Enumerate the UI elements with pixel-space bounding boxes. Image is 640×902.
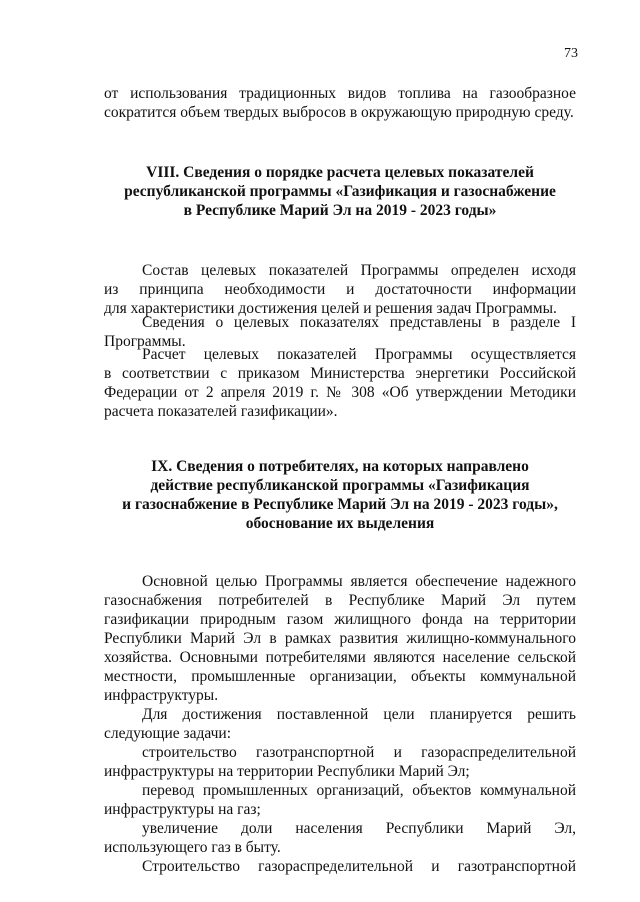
- text-line: Основной целью Программы является обеспечение надежного: [142, 573, 576, 590]
- section-8-paragraph-3: [104, 345, 576, 421]
- text-line: газификации природным газом жилищного фонда на территории: [104, 611, 576, 628]
- heading-line: IX. Сведения о потребителях, на которых направлено: [151, 458, 529, 475]
- text-line: газоснабжения потребителей в Республике Марий Эл путем: [104, 592, 576, 609]
- page-number: 73: [564, 46, 578, 61]
- section-9-paragraph-2: [104, 705, 576, 743]
- text-line: Расчет целевых показателей Программы осуществляется: [142, 346, 576, 363]
- text-line: хозяйства. Основными потребителями являются население сельской: [104, 649, 576, 666]
- text-line: от использования традиционных видов топлива на газообразное: [104, 85, 576, 102]
- task-item-1: [104, 743, 576, 781]
- text-line: Федерации от 2 апреля 2019 г. № 308 «Об утверждении Методики: [104, 384, 576, 401]
- section-8-heading: [80, 163, 600, 220]
- section-9-paragraph-1: [104, 572, 576, 705]
- task-item-2: [104, 781, 576, 819]
- text-line: Строительство газораспределительной и газотранспортной: [142, 858, 576, 875]
- text-line: в соответствии с приказом Министерства энергетики Российской: [104, 365, 576, 382]
- heading-line: республиканской программы «Газификация и газоснабжение: [124, 183, 556, 200]
- section-9-heading: [80, 457, 600, 533]
- text-line: строительство газотранспортной и газораспределительной: [142, 744, 576, 761]
- heading-line: VIII. Сведения о порядке расчета целевых показателей: [146, 164, 534, 181]
- text-line: инфраструктуры.: [104, 687, 219, 704]
- section-9-paragraph-3: [104, 857, 576, 876]
- text-line: из принципа необходимости и достаточности информации: [104, 281, 576, 298]
- text-line: увеличение доли населения Республики Марий Эл,: [142, 820, 576, 837]
- text-line: Республики Марий Эл в рамках развития жилищно-коммунального: [104, 630, 576, 647]
- text-line: перевод промышленных организаций, объектов коммунальной: [142, 782, 576, 799]
- task-item-3: [104, 819, 576, 857]
- heading-line: и газоснабжение в Республике Марий Эл на 2019 - 2023 годы»,: [122, 496, 558, 513]
- text-line: инфраструктуры на газ;: [104, 801, 261, 818]
- section-8-paragraph-1: [104, 261, 576, 318]
- text-line: Программы.: [104, 333, 186, 350]
- heading-line: обоснование их выделения: [245, 515, 435, 532]
- text-line: инфраструктуры на территории Республики Марий Эл;: [104, 763, 470, 780]
- text-line: Для достижения поставленной цели планируется решить: [142, 706, 576, 723]
- text-line: для характеристики достижения целей и решения задач Программы.: [104, 300, 557, 317]
- text-line: расчета показателей газификации».: [104, 403, 338, 420]
- text-line: Состав целевых показателей Программы определен исходя: [142, 262, 576, 279]
- heading-line: действие республиканской программы «Газификация: [150, 477, 530, 494]
- text-line: Сведения о целевых показателях представлены в разделе I: [142, 314, 576, 331]
- heading-line: в Республике Марий Эл на 2019 - 2023 годы»: [183, 202, 497, 219]
- intro-paragraph: [104, 84, 576, 122]
- text-line: сократится объем твердых выбросов в окружающую природную среду.: [104, 104, 574, 121]
- text-line: использующего газ в быту.: [104, 839, 281, 856]
- text-line: следующие задачи:: [104, 725, 232, 742]
- text-line: местности, промышленные организации, объекты коммунальной: [104, 668, 576, 685]
